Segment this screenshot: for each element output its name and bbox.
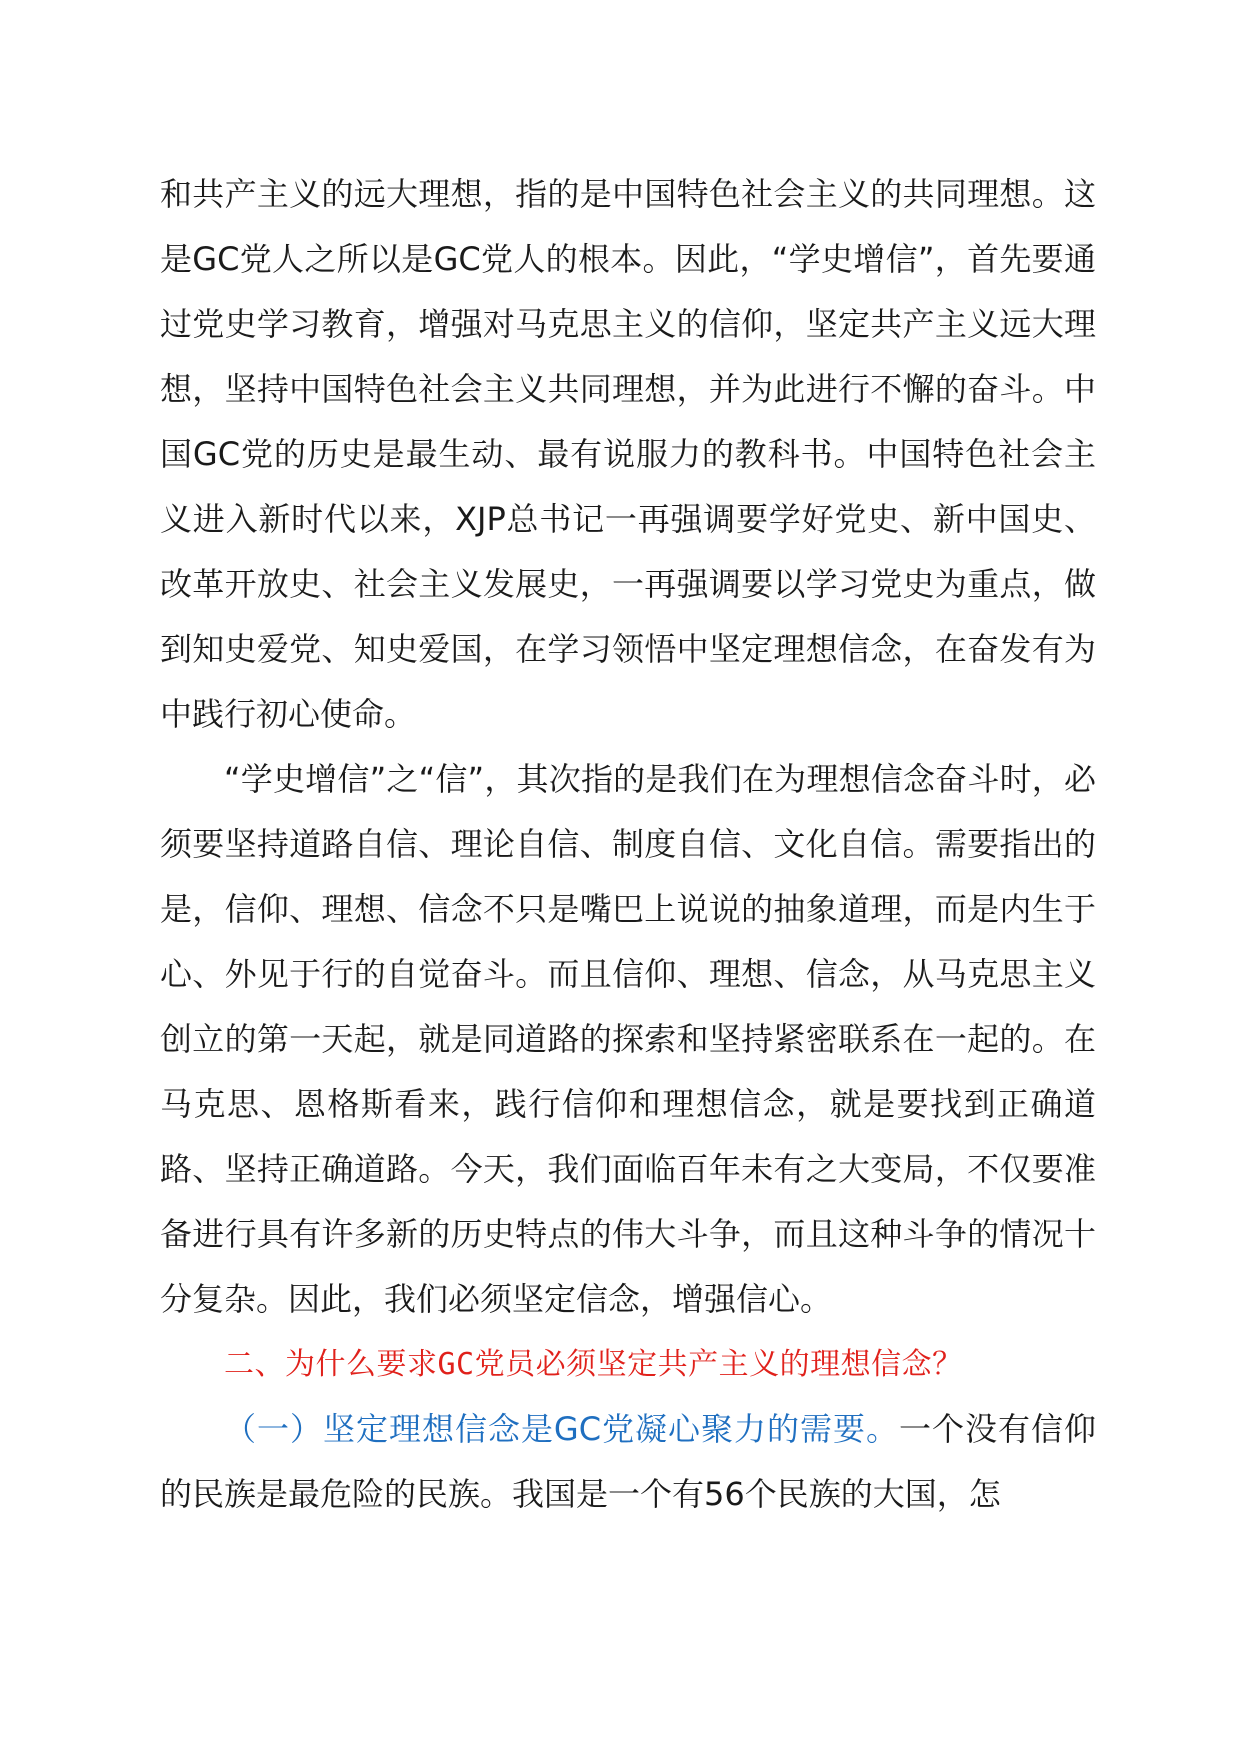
document-body xyxy=(160,162,1096,1527)
paragraph-text: 一个没有信仰的民族是最危险的民族。我国是一个有56个民族的大国，怎 xyxy=(160,1410,1096,1513)
subsection-heading: （一）坚定理想信念是GC党凝心聚力的需要。 xyxy=(224,1410,900,1448)
paragraph: “学史增信”之“信”，其次指的是我们在为理想信念奋斗时，必须要坚持道路自信、理论自信、制度自信、文化自信。需要指出的是，信仰、理想、信念不只是嘴巴上说说的抽象道理，而是内生于心、外见于行的自觉奋斗。而且信仰、理想、信念，从马克思主义创立的第一天起，就是同道路的探索和坚持紧密联系在一起的。在马克思、恩格斯看来，践行信仰和理想信念，就是要找到正确道路、坚持正确道路。今天，我们面临百年未有之大变局，不仅要准备进行具有许多新的历史特点的伟大斗争，而且这种斗争的情况十分复杂。因此，我们必须坚定信念，增强信心。 xyxy=(160,760,1096,1318)
paragraph-continued: 和共产主义的远大理想，指的是中国特色社会主义的共同理想。这是GC党人之所以是GC党人的根本。因此，“学史增信”，首先要通过党史学习教育，增强对马克思主义的信仰，坚定共产主义远大理想，坚持中国特色社会主义共同理想，并为此进行不懈的奋斗。中国GC党的历史是最生动、最有说服力的教科书。中国特色社会主义进入新时代以来，XJP总书记一再强调要学好党史、新中国史、改革开放史、社会主义发展史，一再强调要以学习党史为重点，做到知史爱党、知史爱国，在学习领悟中坚定理想信念，在奋发有为中践行初心使命。 xyxy=(160,175,1096,733)
paragraph-with-subheading xyxy=(160,1397,1096,1527)
section-heading: 二、为什么要求GC党员必须坚定共产主义的理想信念？ xyxy=(224,1347,963,1382)
